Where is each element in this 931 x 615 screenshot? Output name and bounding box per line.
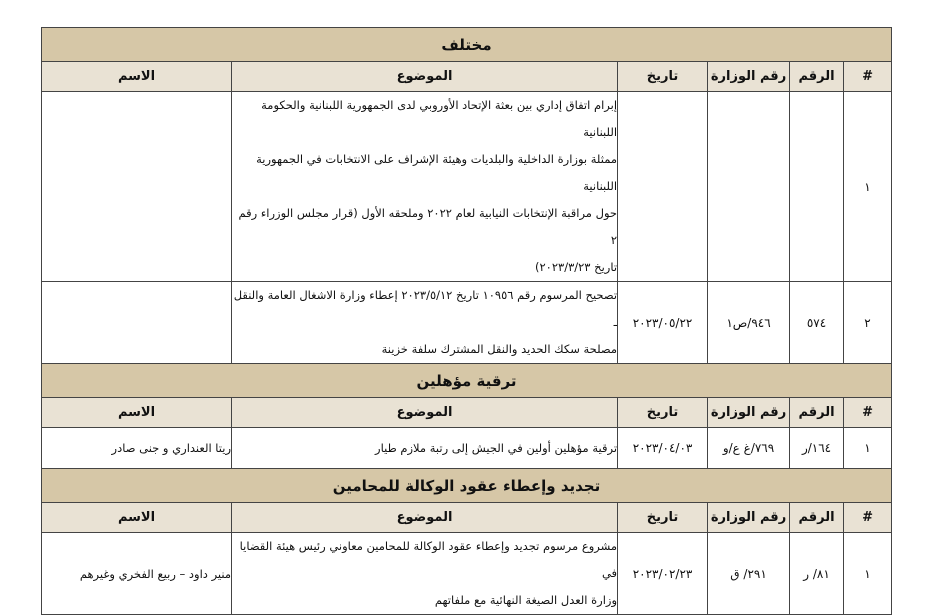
subject-line: تاريخ ٢٠٢٣/٣/٢٣) [534, 260, 618, 274]
section-heading-row [42, 364, 892, 398]
ref-number: ٥٧٤ [790, 282, 844, 364]
column-header-row [42, 62, 892, 92]
subject-line: مصلحة سكك الحديد والنقل المشترك سلفة خزينة [381, 342, 618, 356]
decree-date: ٢٠٢٣/٠٤/٠٣ [618, 428, 708, 469]
col-header-name: الاسم [42, 62, 232, 92]
col-header-subject: الموضوع [232, 62, 618, 92]
col-header-ministry-no: رقم الوزارة [708, 503, 790, 533]
col-header-ref-no: الرقم [790, 503, 844, 533]
decree-date: ٢٠٢٣/٠٥/٢٢ [618, 282, 708, 364]
col-header-ref-no: الرقم [790, 62, 844, 92]
col-header-date: تاريخ [618, 503, 708, 533]
ministry-number: ٢٩١/ ق [708, 533, 790, 615]
section-heading-row [42, 469, 892, 503]
ref-number: ١٦٤/ر [790, 428, 844, 469]
decree-subject [232, 533, 618, 615]
person-name [42, 282, 232, 364]
section-title: تجديد وإعطاء عقود الوكالة للمحامين [42, 469, 892, 503]
column-header-row [42, 398, 892, 428]
ministry-number: ٩٤٦/ص١ [708, 282, 790, 364]
decree-subject [232, 428, 618, 469]
col-header-name: الاسم [42, 398, 232, 428]
col-header-hash: # [844, 503, 892, 533]
col-header-ref-no: الرقم [790, 398, 844, 428]
row-number: ١ [844, 92, 892, 282]
decree-date [618, 92, 708, 282]
ministry-number: ٧٦٩/غ ع/و [708, 428, 790, 469]
col-header-ministry-no: رقم الوزارة [708, 398, 790, 428]
col-header-ministry-no: رقم الوزارة [708, 62, 790, 92]
decrees-table-body [42, 28, 892, 615]
col-header-name: الاسم [42, 503, 232, 533]
person-name: ريتا العنداري و جنى صادر [42, 428, 232, 469]
subject-line: ممثلة بوزارة الداخلية والبلديات وهيئة الإشراف على الانتخابات في الجمهورية اللبنانية [256, 152, 618, 193]
ref-number [790, 92, 844, 282]
subject-line: إبرام اتفاق إداري بين بعثة الإتحاد الأوروبي لدى الجمهورية اللبنانية والحكومة اللبنانية [261, 98, 618, 139]
section-heading-row [42, 28, 892, 62]
decrees-table [41, 27, 892, 615]
table-row [42, 428, 892, 469]
person-name: منير داود – ربيع الفخري وغيرهم [42, 533, 232, 615]
person-name [42, 92, 232, 282]
row-number: ٢ [844, 282, 892, 364]
col-header-date: تاريخ [618, 398, 708, 428]
subject-line: وزارة العدل الصيغة النهائية مع ملفاتهم [434, 593, 618, 607]
ministry-number [708, 92, 790, 282]
col-header-subject: الموضوع [232, 503, 618, 533]
decree-subject [232, 282, 618, 364]
section-title: ترقية مؤهلين [42, 364, 892, 398]
ref-number: ٨١/ ر [790, 533, 844, 615]
table-row [42, 92, 892, 282]
section-title: مختلف [42, 28, 892, 62]
subject-line: حول مراقبة الإنتخابات النيابية لعام ٢٠٢٢ وملحقه الأول (قرار مجلس الوزراء رقم ٢ [238, 206, 618, 247]
decree-date: ٢٠٢٣/٠٢/٢٣ [618, 533, 708, 615]
subject-line: تصحيح المرسوم رقم ١٠٩٥٦ تاريخ ٢٠٢٣/٥/١٢ إعطاء وزارة الاشغال العامة والنقل ـ [233, 288, 618, 329]
row-number: ١ [844, 428, 892, 469]
column-header-row [42, 503, 892, 533]
col-header-subject: الموضوع [232, 398, 618, 428]
col-header-hash: # [844, 62, 892, 92]
table-row [42, 533, 892, 615]
col-header-hash: # [844, 398, 892, 428]
subject-line: ترقية مؤهلين أولين في الجيش إلى رتبة ملازم طيار [375, 440, 618, 455]
subject-line: مشروع مرسوم تجديد وإعطاء عقود الوكالة للمحامين معاوني رئيس هيئة القضايا في [239, 539, 618, 580]
row-number: ١ [844, 533, 892, 615]
col-header-date: تاريخ [618, 62, 708, 92]
decree-subject [232, 92, 618, 282]
table-row [42, 282, 892, 364]
